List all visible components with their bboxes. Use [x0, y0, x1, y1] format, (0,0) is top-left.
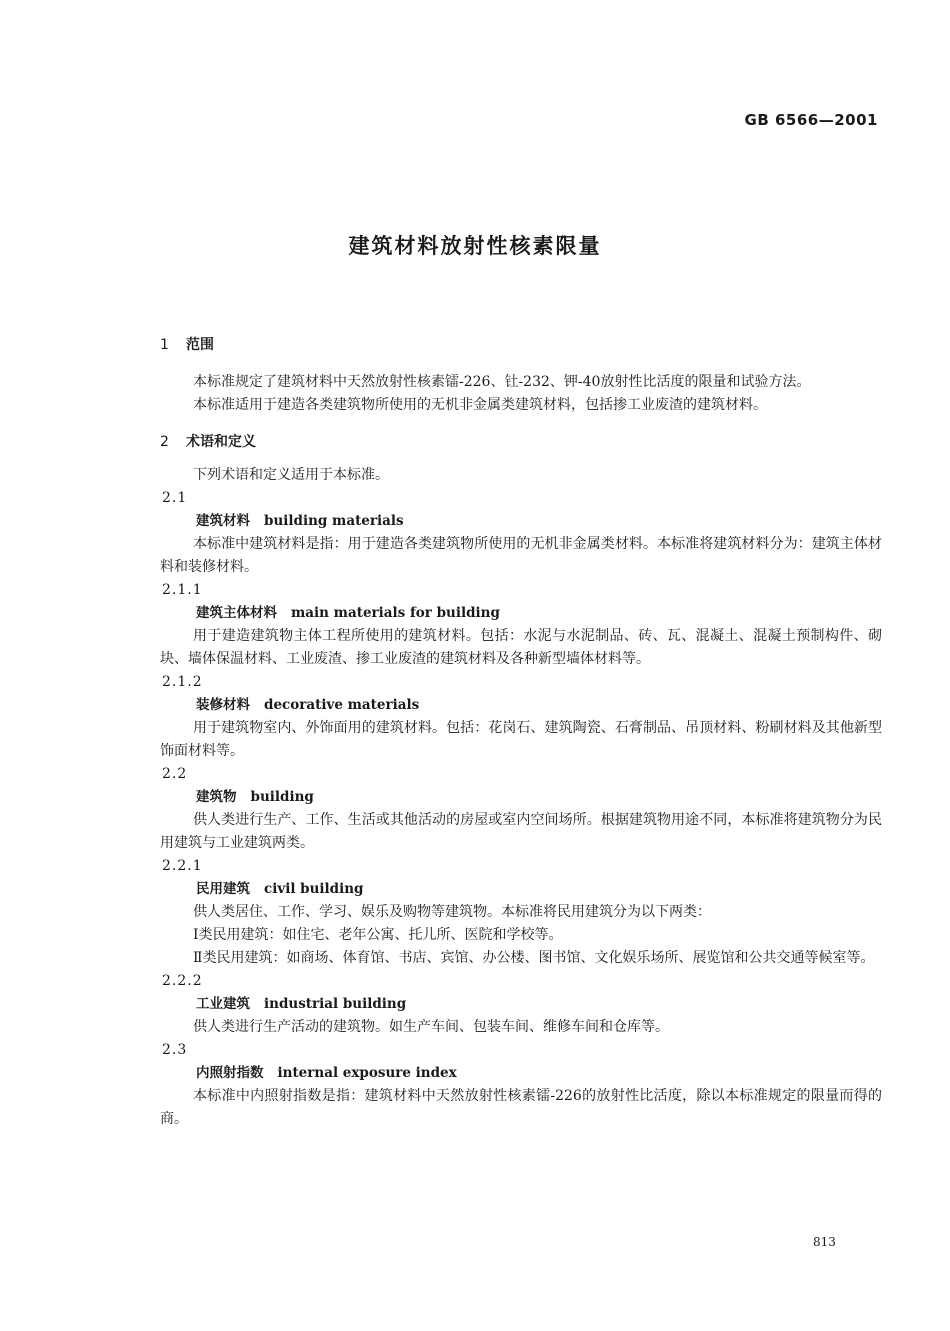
clause-list [160, 487, 882, 1131]
term-heading [160, 786, 882, 809]
definition-paragraph: 供人类进行生产活动的建筑物。如生产车间、包装车间、维修车间和仓库等。 [193, 1019, 669, 1035]
section-2-heading [160, 431, 882, 454]
page-number: 813 [813, 1235, 836, 1249]
term-english: building materials [264, 513, 404, 529]
section-number: 2 [160, 434, 169, 450]
clause-number: 2.3 [162, 1042, 188, 1058]
term-english: building [250, 789, 314, 805]
definition-paragraph: Ⅱ类民用建筑：如商场、体育馆、书店、宾馆、办公楼、图书馆、文化娱乐场所、展览馆和公共交通等候室等。 [193, 950, 875, 966]
term-chinese: 装修材料 [196, 697, 250, 713]
term-chinese: 内照射指数 [196, 1065, 264, 1081]
paragraph: 本标准适用于建造各类建筑物所使用的无机非金属类建筑材料，包括掺工业废渣的建筑材料。 [193, 397, 767, 413]
term-english: industrial building [264, 996, 407, 1012]
term-english: main materials for building [291, 605, 500, 621]
definition-paragraph: 供人类居住、工作、学习、娱乐及购物等建筑物。本标准将民用建筑分为以下两类： [193, 904, 711, 920]
definition-paragraph: 用于建造建筑物主体工程所使用的建筑材料。包括：水泥与水泥制品、砖、瓦、混凝土、混凝土预制构件、砌块、墙体保温材料、工业废渣、掺工业废渣的建筑材料及各种新型墙体材料等。 [160, 628, 882, 667]
clause-number: 2.2.1 [162, 858, 203, 874]
term-chinese: 民用建筑 [196, 881, 250, 897]
definition-paragraph: 供人类进行生产、工作、生活或其他活动的房屋或室内空间场所。根据建筑物用途不同，本标准将建筑物分为民用建筑与工业建筑两类。 [160, 812, 882, 851]
term-heading [160, 993, 882, 1016]
term-heading [160, 602, 882, 625]
clause-number: 2.1.2 [162, 674, 203, 690]
section-1-heading [160, 334, 882, 357]
term-english: internal exposure index [277, 1065, 457, 1081]
term-chinese: 工业建筑 [196, 996, 250, 1012]
definition-paragraph: 本标准中建筑材料是指：用于建造各类建筑物所使用的无机非金属类材料。本标准将建筑材料分为：建筑主体材料和装修材料。 [160, 536, 882, 575]
term-chinese: 建筑物 [196, 789, 237, 805]
section-title: 范围 [186, 337, 214, 353]
clause-number: 2.2 [162, 766, 188, 782]
paragraph: 本标准规定了建筑材料中天然放射性核素镭-226、钍-232、钾-40放射性比活度的限量和试验方法。 [193, 374, 811, 390]
definition-paragraph: 用于建筑物室内、外饰面用的建筑材料。包括：花岗石、建筑陶瓷、石膏制品、吊顶材料、粉刷材料及其他新型饰面材料等。 [160, 720, 882, 759]
section-title: 术语和定义 [186, 434, 256, 450]
term-chinese: 建筑主体材料 [196, 605, 277, 621]
definition-paragraph: Ⅰ类民用建筑：如住宅、老年公寓、托儿所、医院和学校等。 [193, 927, 563, 943]
document-title: 建筑材料放射性核素限量 [348, 234, 602, 258]
term-heading [160, 510, 882, 533]
term-heading [160, 1062, 882, 1085]
document-body [160, 334, 882, 1131]
clause-number: 2.1.1 [162, 582, 203, 598]
standard-code: GB 6566—2001 [744, 111, 878, 129]
term-english: civil building [264, 881, 364, 897]
clause-number: 2.1 [162, 490, 188, 506]
term-english: decorative materials [264, 697, 420, 713]
clause-number: 2.2.2 [162, 973, 203, 989]
definition-paragraph: 本标准中内照射指数是指：建筑材料中天然放射性核素镭-226的放射性比活度，除以本标准规定的限量而得的商。 [160, 1088, 882, 1127]
term-heading [160, 878, 882, 901]
section-number: 1 [160, 337, 169, 353]
term-chinese: 建筑材料 [196, 513, 250, 529]
paragraph: 下列术语和定义适用于本标准。 [193, 467, 389, 483]
term-heading [160, 694, 882, 717]
